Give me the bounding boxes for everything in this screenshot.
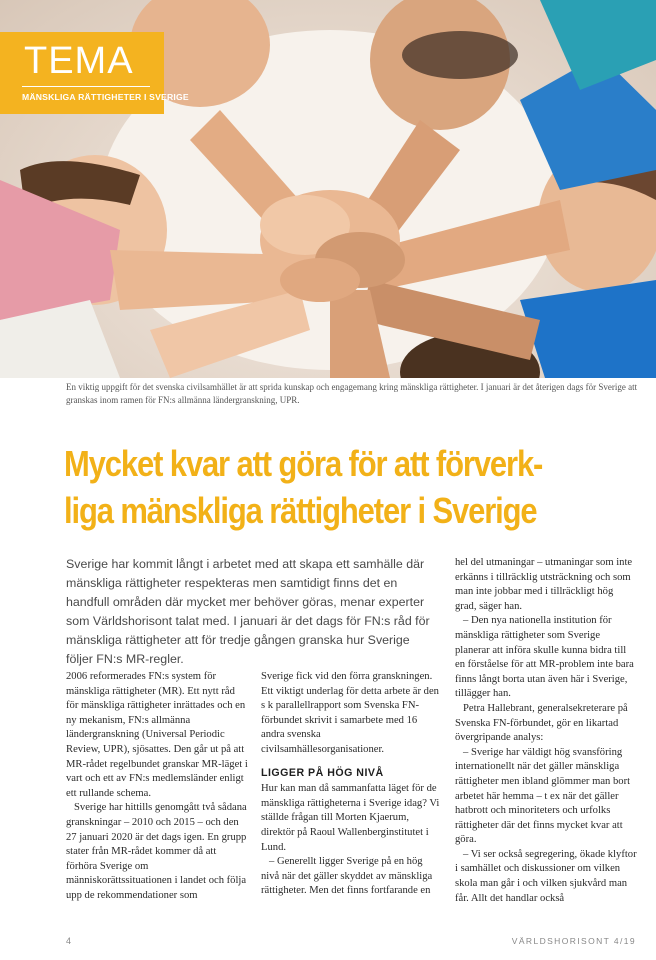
article-ingress: Sverige har kommit långt i arbetet med att skapa ett samhälle där mänskliga rättigheter respekteras men samtidigt finns det en handfull områden där mycket mer behöver göras, menar experter som Världshorisont talat med. I januari är det dags för FN:s råd för mänskliga rättigheter att för tredje gången granska hur Sverige följer FN:s MR-regler. <box>66 557 430 666</box>
body-paragraph: – Den nya nationella institution för mänskliga rättigheter som Sverige planerar att införa skulle kunna bidra till en förståelse för att MR-problem inte bara finns långt borta utan även här i Sverige, tillägger han. <box>455 615 634 700</box>
photo-caption: En viktig uppgift för det svenska civilsamhället är att sprida kunskap och engagemang kring mänskliga rättigheter. I januari är det återigen dags för Sverige att granskas inom ramen för FN:s allmänna ländergranskning, UPR. <box>66 382 638 405</box>
body-paragraph: – Vi ser också segregering, ökade klyftor i samhället och diskussioner om vilken skola man går i och vilken sjukvård man får. Allt det handlar också <box>455 848 637 904</box>
sleeve-blue-lower <box>520 280 656 378</box>
headline-line-1: Mycket kvar att göra för att förverk- <box>64 443 543 484</box>
tema-badge <box>0 32 189 114</box>
body-column-2 <box>261 670 443 899</box>
magazine-issue: VÄRLDSHORISONT 4/19 <box>511 936 636 946</box>
section-heading: LIGGER PÅ HÖG NIVÅ <box>261 766 384 779</box>
body-paragraph: Sverige fick vid den förra granskningen. Ett viktigt underlag för detta arbete är den s k parallellrapport som Svenska FN-förbundet skrivit i samarbete med 16 andra svenska civilsamhällesorganisationer. <box>261 671 439 755</box>
body-paragraph: Hur kan man då sammanfatta läget för de mänskliga rättigheterna i Sverige idag? Vi ställde frågan till Morten Kjaerum, direktör på Raoul Wallenberginstitutet i Lund. <box>261 783 440 853</box>
body-paragraph: – Sverige har väldigt hög svansföring internationellt när det gäller mänskliga rättigheter men ibland glömmer man bort arbetet här hemma – t ex när det gäller hatbrott och minoriteters och urfolks rättigheter där det finns mycket kvar att göra. <box>455 746 631 846</box>
page-number: 4 <box>66 936 72 946</box>
body-paragraph: Petra Hallebrant, generalsekreterare på Svenska FN-förbundet, gör en likartad övergripande analys: <box>455 702 628 744</box>
tema-subtitle: MÄNSKLIGA RÄTTIGHETER I SVERIGE <box>22 92 189 102</box>
sunglasses <box>402 31 518 79</box>
hand-lower <box>280 258 360 302</box>
body-column-1 <box>66 670 248 904</box>
sleeve-teal <box>540 0 656 90</box>
tema-divider <box>22 86 150 87</box>
body-column-3 <box>455 556 637 906</box>
body-paragraph: – Generellt ligger Sverige på en hög nivå när det gäller skyddet av mänskliga rättigheter. Men det finns fortfarande en <box>261 856 433 897</box>
headline-line-2: liga mänskliga rättigheter i Sverige <box>64 490 537 531</box>
body-paragraph: Sverige har hittills genomgått två sådana granskningar – 2010 och 2015 – och den 27 januari 2020 är det dags igen. En grupp stater från MR-rådet kommer då att förhöra Sverige om människorättssituationen i landet och följa upp de rekommendationer som <box>66 802 247 901</box>
body-paragraph: hel del utmaningar – utmaningar som inte erkänns i tillräcklig utsträckning och som man inte jobbar med i tillräckligt hög grad, säger han. <box>455 557 633 612</box>
article-headline <box>64 440 649 534</box>
tema-title: TEMA <box>24 40 134 82</box>
body-paragraph: 2006 reformerades FN:s system för mänskliga rättigheter (MR). Ett nytt råd för mänskliga rättigheter inrättades och en ny mekanism, FN:s allmänna ländergranskning (Universal Periodic Review, UPR), sjösattes. Den går ut på att MR-rådet regelbundet granskar MR-läget i vart och ett av FN:s medlemsländer enligt ett rullande schema. <box>66 671 248 799</box>
